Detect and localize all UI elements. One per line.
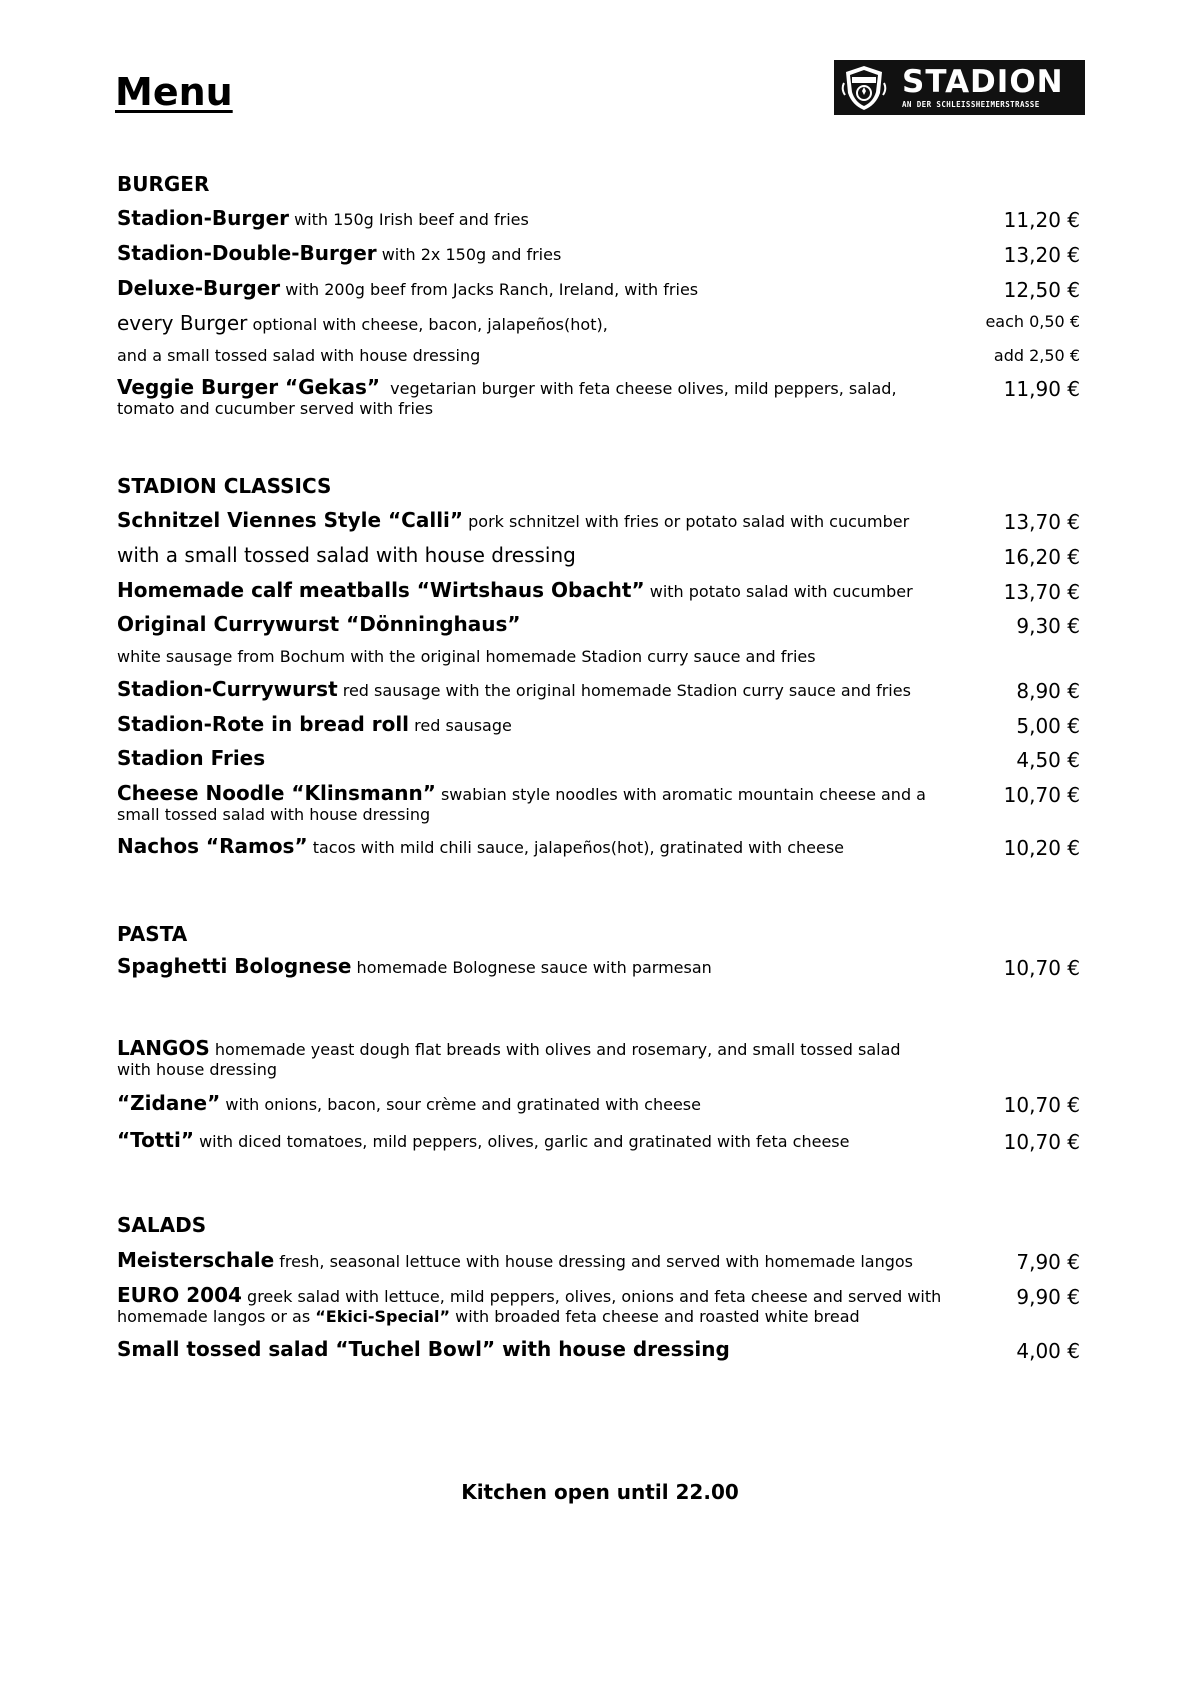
menu-item — [117, 614, 947, 636]
menu-item — [117, 679, 947, 701]
menu-item — [117, 243, 947, 265]
item-price: 11,90 € — [1003, 377, 1080, 401]
item-price: 13,70 € — [1003, 510, 1080, 534]
item-desc: greek salad with lettuce, mild peppers, olives, onions and feta cheese and served with homemade langos or as — [117, 1287, 942, 1326]
section-heading-salads: SALADS — [117, 1213, 207, 1237]
item-price: 9,30 € — [1016, 614, 1080, 638]
item-desc: fresh, seasonal lettuce with house dressing and served with homemade langos — [279, 1252, 914, 1271]
item-price: 11,20 € — [1003, 208, 1080, 232]
item-desc: with 2x 150g and fries — [381, 245, 562, 264]
section-heading-text: LANGOS — [117, 1036, 210, 1060]
stadion-logo — [834, 60, 1085, 115]
item-desc: with 150g Irish beef and fries — [294, 210, 529, 229]
menu-item — [117, 510, 947, 532]
item-desc: with diced tomatoes, mild peppers, olives, garlic and gratinated with feta cheese — [199, 1132, 850, 1151]
item-desc: red sausage — [414, 716, 512, 735]
item-desc: homemade Bolognese sauce with parmesan — [356, 958, 712, 977]
menu-item — [117, 1250, 947, 1272]
item-desc: with potato salad with cucumber — [649, 582, 913, 601]
item-name: Veggie Burger “Gekas” — [117, 375, 380, 399]
menu-item — [117, 545, 947, 567]
item-desc: red sausage with the original homemade Stadion curry sauce and fries — [342, 681, 911, 700]
menu-item — [117, 783, 947, 825]
item-price: 13,70 € — [1003, 580, 1080, 604]
item-name: Deluxe-Burger — [117, 276, 281, 300]
menu-item — [117, 208, 947, 230]
item-price: 12,50 € — [1003, 278, 1080, 302]
stadion-crest-icon — [840, 63, 888, 113]
item-name: Meisterschale — [117, 1248, 275, 1272]
menu-item — [117, 313, 947, 335]
item-desc: pork schnitzel with fries or potato salad with cucumber — [468, 512, 910, 531]
menu-item — [117, 580, 947, 602]
menu-item — [117, 346, 947, 366]
item-desc: with onions, bacon, sour crème and gratinated with cheese — [225, 1095, 701, 1114]
logo-name: STADION — [902, 63, 1064, 100]
item-price: 10,70 € — [1003, 1093, 1080, 1117]
item-name: Cheese Noodle “Klinsmann” — [117, 781, 436, 805]
item-desc-rest: with broaded feta cheese and roasted white bread — [455, 1307, 860, 1326]
item-price: 4,50 € — [1016, 748, 1080, 772]
item-name: every Burger — [117, 311, 248, 335]
item-price: 10,20 € — [1003, 836, 1080, 860]
item-price: 10,70 € — [1003, 783, 1080, 807]
item-desc: and a small tossed salad with house dressing — [117, 346, 481, 365]
item-name: Original Currywurst “Dönninghaus” — [117, 612, 521, 636]
kitchen-hours: Kitchen open until 22.00 — [461, 1480, 739, 1504]
item-price: 4,00 € — [1016, 1339, 1080, 1363]
item-name: Stadion-Currywurst — [117, 677, 338, 701]
item-name: Spaghetti Bolognese — [117, 954, 352, 978]
item-desc: white sausage from Bochum with the original homemade Stadion curry sauce and fries — [117, 647, 816, 666]
item-name: Stadion Fries — [117, 746, 266, 770]
item-name: “Totti” — [117, 1128, 194, 1152]
item-name: Stadion-Double-Burger — [117, 241, 377, 265]
item-desc: with a small tossed salad with house dressing — [117, 543, 576, 567]
menu-item — [117, 1285, 947, 1327]
item-name: Small tossed salad “Tuchel Bowl” with house dressing — [117, 1337, 730, 1361]
item-name: Schnitzel Viennes Style “Calli” — [117, 508, 464, 532]
section-heading-burger: BURGER — [117, 172, 210, 196]
item-desc: vegetarian burger with feta cheese olives, mild peppers, salad, tomato and cucumber served with fries — [117, 379, 897, 418]
menu-item — [117, 714, 947, 736]
menu-item — [117, 278, 947, 300]
item-price: 5,00 € — [1016, 714, 1080, 738]
section-heading-pasta: PASTA — [117, 922, 188, 946]
item-name: Stadion-Rote in bread roll — [117, 712, 410, 736]
menu-item — [117, 1130, 947, 1152]
item-price: 10,70 € — [1003, 956, 1080, 980]
menu-item — [117, 836, 947, 858]
item-price: 9,90 € — [1016, 1285, 1080, 1309]
item-price: each 0,50 € — [985, 312, 1080, 331]
menu-item — [117, 956, 947, 978]
item-desc-special: “Ekici-Special” — [315, 1307, 451, 1326]
item-name: Stadion-Burger — [117, 206, 290, 230]
item-price: 10,70 € — [1003, 1130, 1080, 1154]
item-price: 7,90 € — [1016, 1250, 1080, 1274]
item-desc: swabian style noodles with aromatic mountain cheese and a small tossed salad with house dressing — [117, 785, 926, 824]
menu-item — [117, 377, 917, 419]
item-name: Nachos “Ramos” — [117, 834, 308, 858]
section-heading-classics: STADION CLASSICS — [117, 474, 332, 498]
section-heading-desc: homemade yeast dough flat breads with olives and rosemary, and small tossed salad with house dressing — [117, 1040, 901, 1079]
item-price: 8,90 € — [1016, 679, 1080, 703]
item-name: EURO 2004 — [117, 1283, 242, 1307]
section-heading-langos — [117, 1038, 927, 1080]
item-desc: tacos with mild chili sauce, jalapeños(hot), gratinated with cheese — [312, 838, 845, 857]
menu-item — [117, 647, 947, 667]
item-desc: with 200g beef from Jacks Ranch, Ireland, with fries — [285, 280, 699, 299]
item-price: 16,20 € — [1003, 545, 1080, 569]
menu-item — [117, 748, 947, 770]
item-price: 13,20 € — [1003, 243, 1080, 267]
item-name: “Zidane” — [117, 1091, 221, 1115]
item-price: add 2,50 € — [993, 346, 1080, 365]
logo-subtitle: AN DER SCHLEISSHEIMERSTRASSE — [902, 99, 1040, 109]
item-desc: optional with cheese, bacon, jalapeños(hot), — [252, 315, 608, 334]
page-title: Menu — [115, 70, 233, 114]
item-name: Homemade calf meatballs “Wirtshaus Obacht” — [117, 578, 645, 602]
menu-item — [117, 1339, 947, 1361]
menu-item — [117, 1093, 947, 1115]
